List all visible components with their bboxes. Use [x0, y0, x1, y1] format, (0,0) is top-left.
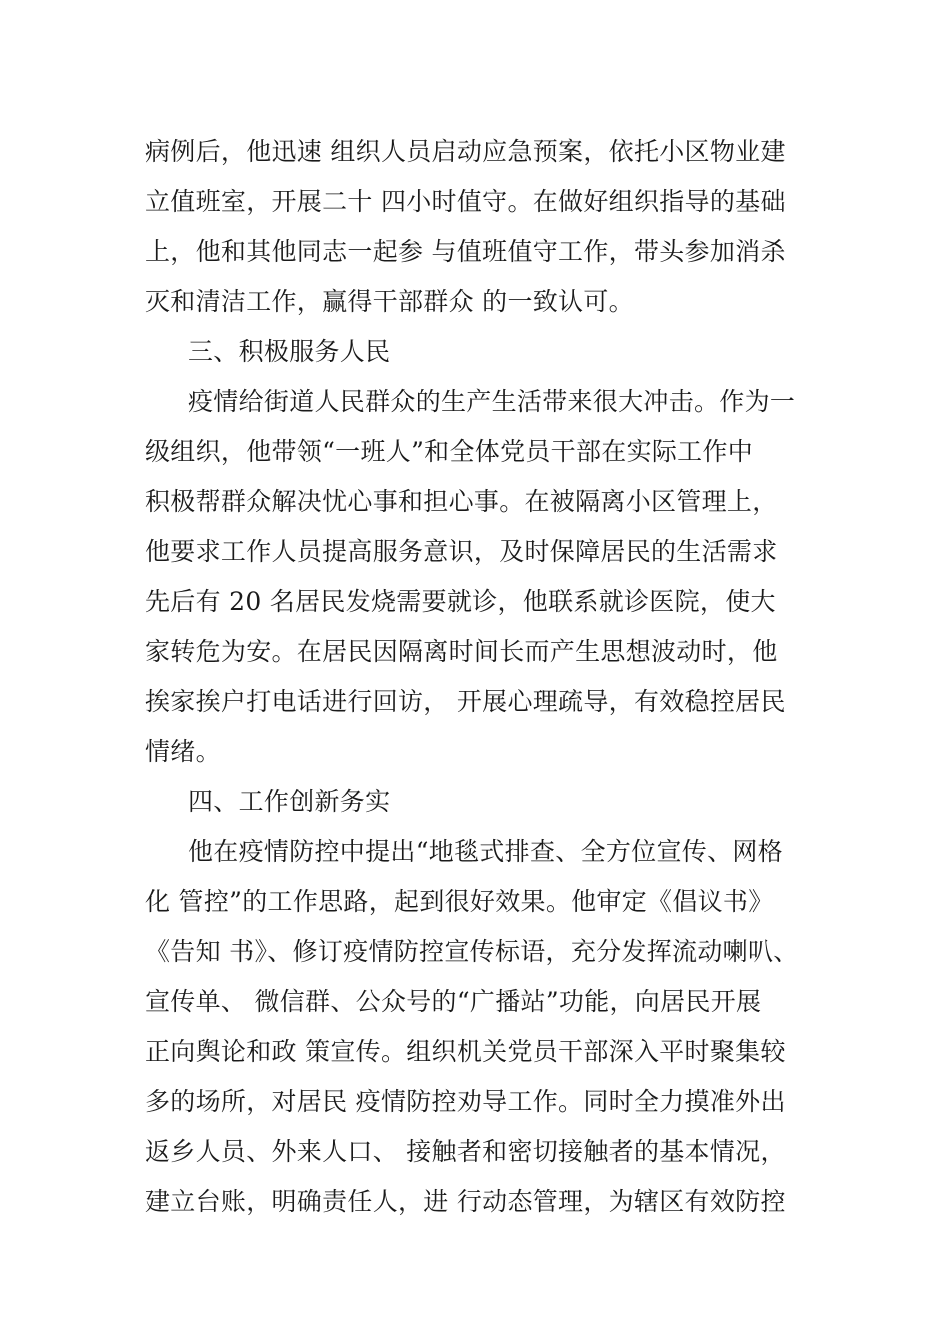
- section-heading: 四、工作创新务实: [188, 787, 391, 816]
- text-line: 化 管控”的工作思路，起到很好效果。他审定《倡议书》: [145, 887, 774, 916]
- text-line: 返乡人员、外来人口、 接触者和密切接触者的基本情况，: [145, 1137, 786, 1166]
- text-line: 多的场所，对居民 疫情防控劝导工作。同时全力摸准外出: [145, 1087, 786, 1116]
- text-line: 先后有 20 名居民发烧需要就诊，他联系就诊医院，使大: [145, 587, 776, 616]
- text-line: 级组织，他带领“一班人”和全体党员干部在实际工作中: [145, 437, 754, 466]
- text-line: 他在疫情防控中提出“地毯式排查、全方位宣传、网格: [188, 837, 783, 866]
- text-line: 病例后，他迅速 组织人员启动应急预案，依托小区物业建: [145, 137, 786, 166]
- text-line: 上，他和其他同志一起参 与值班值守工作，带头参加消杀: [145, 237, 786, 266]
- text-line: 立值班室，开展二十 四小时值守。在做好组织指导的基础: [145, 187, 786, 216]
- text-line: 灭和清洁工作，赢得干部群众 的一致认可。: [145, 287, 634, 316]
- text-line: 情绪。: [145, 737, 221, 766]
- text-line: 挨家挨户打电话进行回访， 开展心理疏导，有效稳控居民: [145, 687, 786, 716]
- section-heading: 三、积极服务人民: [188, 337, 391, 366]
- text-line: 家转危为安。在居民因隔离时间长而产生思想波动时，他: [145, 637, 778, 666]
- text-line: 《告知 书》、修订疫情防控宣传标语，充分发挥流动喇叭、: [145, 937, 799, 966]
- text-line: 建立台账，明确责任人，进 行动态管理，为辖区有效防控: [145, 1187, 786, 1216]
- text-line: 积极帮群众解决忧心事和担心事。在被隔离小区管理上，: [145, 487, 778, 516]
- text-line: 正向舆论和政 策宣传。组织机关党员干部深入平时聚集较: [145, 1037, 786, 1066]
- text-line: 宣传单、 微信群、公众号的“广播站”功能，向居民开展: [145, 987, 762, 1016]
- text-line: 他要求工作人员提高服务意识，及时保障居民的生活需求: [145, 537, 778, 566]
- text-line: 疫情给街道人民群众的生产生活带来很大冲击。作为一: [188, 387, 796, 416]
